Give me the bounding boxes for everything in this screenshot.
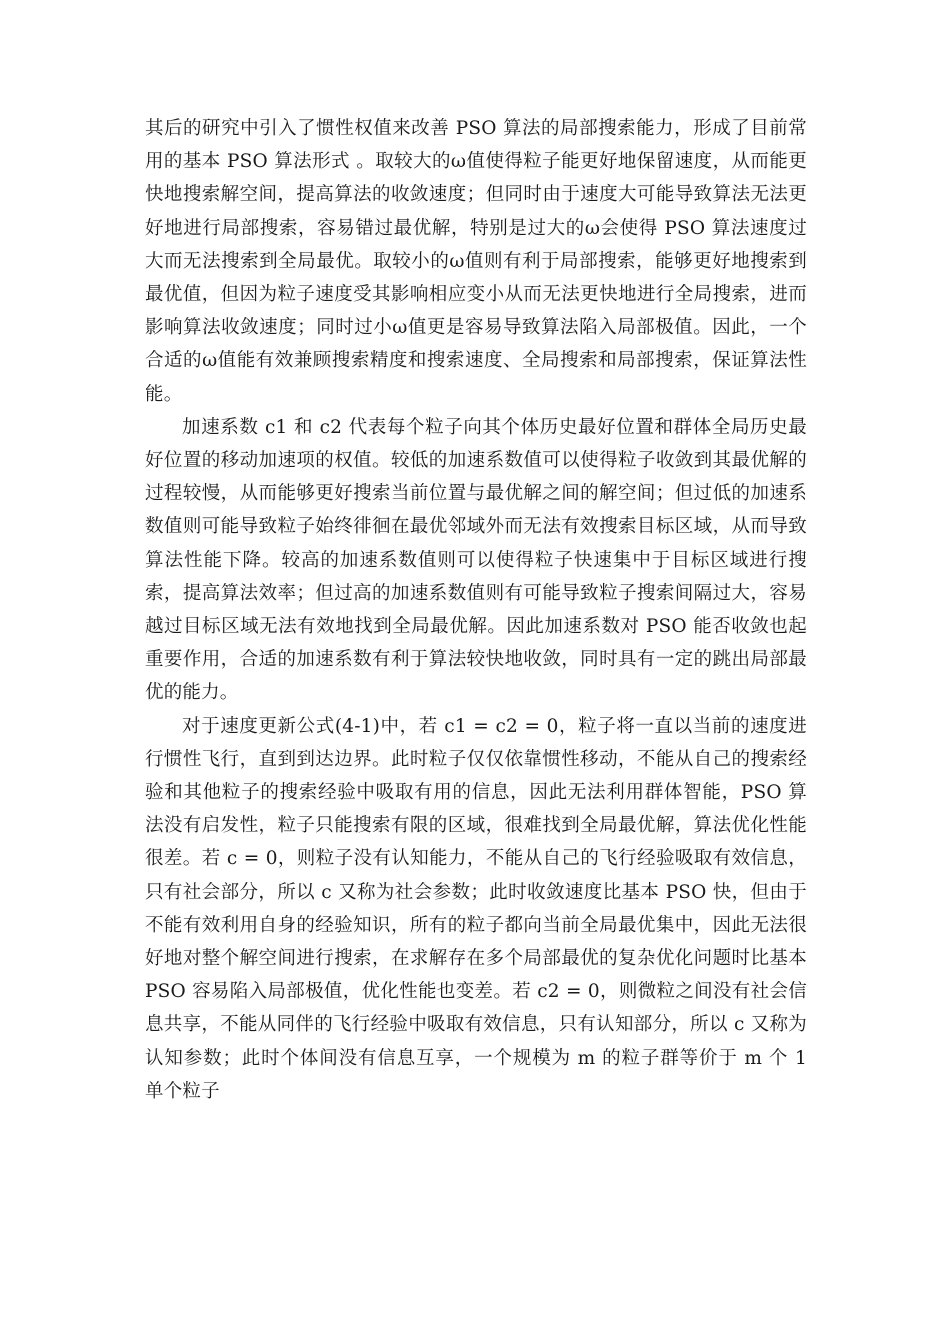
body-text [145, 112, 807, 1108]
paragraph-velocity-formula: 对于速度更新公式(4-1)中，若 c1 = c2 = 0，粒子将一直以当前的速度进行惯性飞行，直到到达边界。此时粒子仅仅依靠惯性移动，不能从自己的搜索经验和其他粒子的搜索经验中吸取有用的信息，因此无法利用群体智能，PSO 算法没有启发性，粒子只能搜索有限的区域，很难找到全局最优解，算法优化性能很差。若 c = 0，则粒子没有认知能力，不能从自己的飞行经验吸取有效信息，只有社会部分，所以 c 又称为社会参数；此时收敛速度比基本 PSO 快，但由于不能有效利用自身的经验知识，所有的粒子都向当前全局最优集中，因此无法很好地对整个解空间进行搜索，在求解存在多个局部最优的复杂优化问题时比基本 PSO 容易陷入局部极值，优化性能也变差。若 c2 = 0，则微粒之间没有社会信息共享，不能从同伴的飞行经验中吸取有效信息，只有认知部分，所以 c 又称为认知参数；此时个体间没有信息互享，一个规模为 m 的粒子群等价于 m 个 1 单个粒子 [145, 715, 807, 1102]
paragraph-inertia-weight: 其后的研究中引入了惯性权值来改善 PSO 算法的局部搜索能力，形成了目前常用的基本 PSO 算法形式 。取较大的ω值使得粒子能更好地保留速度，从而能更快地搜索解空间，提高算法的收敛速度；但同时由于速度大可能导致算法无法更好地进行局部搜索，容易错过最优解，特别是过大的ω会使得 PSO 算法速度过大而无法搜索到全局最优。取较小的ω值则有利于局部搜索，能够更好地搜索到最优值，但因为粒子速度受其影响相应变小从而无法更快地进行全局搜索，进而影响算法收敛速度；同时过小ω值更是容易导致算法陷入局部极值。因此，一个合适的ω值能有效兼顾搜索精度和搜索速度、全局搜索和局部搜索，保证算法性能。 [145, 118, 807, 405]
paragraph-acceleration-coefficients: 加速系数 c1 和 c2 代表每个粒子向其个体历史最好位置和群体全局历史最好位置的移动加速项的权值。较低的加速系数值可以使得粒子收敛到其最优解的过程较慢，从而能够更好搜索当前位置与最优解之间的解空间；但过低的加速系数值则可能导致粒子始终徘徊在最优邻域外而无法有效搜索目标区域，从而导致算法性能下降。较高的加速系数值则可以使得粒子快速集中于目标区域进行搜索，提高算法效率；但过高的加速系数值则有可能导致粒子搜索间隔过大，容易越过目标区域无法有效地找到全局最优解。因此加速系数对 PSO 能否收敛也起重要作用，合适的加速系数有利于算法较快地收敛，同时具有一定的跳出局部最优的能力。 [145, 416, 807, 704]
